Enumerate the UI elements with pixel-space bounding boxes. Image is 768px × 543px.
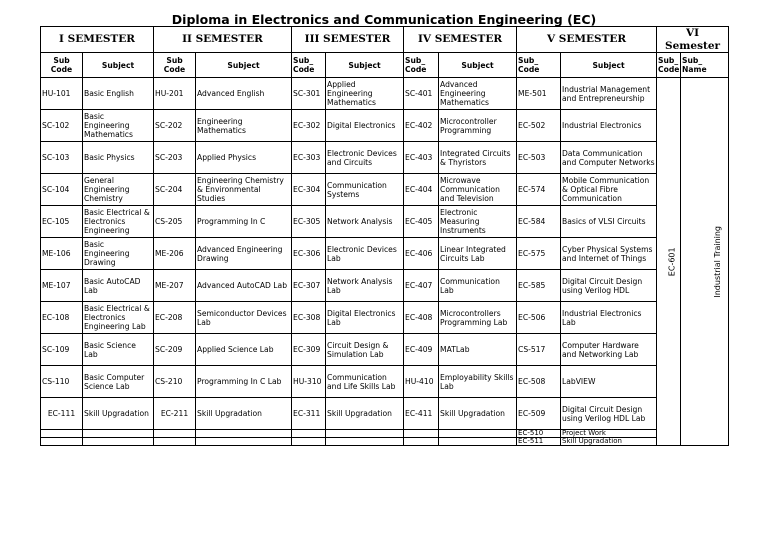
table-row <box>41 270 729 302</box>
table-row <box>41 78 729 110</box>
subject-code-cell: EC-302 <box>292 110 326 142</box>
empty-cell <box>404 430 439 438</box>
subject-name-cell: Basic Computer Science Lab <box>83 366 154 398</box>
subject-header: Subject <box>83 53 154 78</box>
empty-cell <box>196 438 292 446</box>
subject-name-cell: Programming In C Lab <box>196 366 292 398</box>
semester-header-row <box>41 27 729 53</box>
sub-code-header: Sub_ Code <box>292 53 326 78</box>
subject-code-cell: ME-107 <box>41 270 83 302</box>
subject-code-cell: SC-102 <box>41 110 83 142</box>
sub-code-header: Sub Code <box>154 53 196 78</box>
semester-5-header: V SEMESTER <box>517 27 657 53</box>
subject-code-cell: EC-508 <box>517 366 561 398</box>
semester-1-header: I SEMESTER <box>41 27 154 53</box>
table-row <box>41 334 729 366</box>
subject-code-cell: ME-501 <box>517 78 561 110</box>
subject-name-cell: Basic Engineering Drawing <box>83 238 154 270</box>
subject-name-cell: Advanced Engineering Drawing <box>196 238 292 270</box>
subject-name-cell: Basic Physics <box>83 142 154 174</box>
subject-name-cell: Industrial Electronics Lab <box>561 302 657 334</box>
subject-code-cell: SC-203 <box>154 142 196 174</box>
sem6-name-cell <box>681 78 729 446</box>
empty-cell <box>292 438 326 446</box>
subject-code-cell: EC-105 <box>41 206 83 238</box>
table-row <box>41 174 729 206</box>
subject-name-cell: Basic English <box>83 78 154 110</box>
subject-code-cell: ME-206 <box>154 238 196 270</box>
subject-name-cell: Basic Electrical & Electronics Engineering Lab <box>83 302 154 334</box>
empty-cell <box>292 430 326 438</box>
empty-cell <box>41 430 83 438</box>
subject-name-cell: Linear Integrated Circuits Lab <box>439 238 517 270</box>
subject-name-cell: Digital Electronics Lab <box>326 302 404 334</box>
empty-cell <box>83 438 154 446</box>
empty-cell <box>154 438 196 446</box>
subject-code-cell: EC-509 <box>517 398 561 430</box>
semester-4-header: IV SEMESTER <box>404 27 517 53</box>
subject-code-cell: HU-101 <box>41 78 83 110</box>
subject-name-cell: Data Communication and Computer Networks <box>561 142 657 174</box>
subject-code-cell: SC-209 <box>154 334 196 366</box>
subject-name-cell: Applied Physics <box>196 142 292 174</box>
subject-name-cell: Skill Upgradation <box>196 398 292 430</box>
subject-code-cell: EC-108 <box>41 302 83 334</box>
subject-code-cell: HU-310 <box>292 366 326 398</box>
subject-code-cell: EC-208 <box>154 302 196 334</box>
table-row <box>41 142 729 174</box>
subject-code-cell: SC-103 <box>41 142 83 174</box>
subject-name-cell: Circuit Design & Simulation Lab <box>326 334 404 366</box>
subject-name-cell: Microcontrollers Programming Lab <box>439 302 517 334</box>
table-row <box>41 398 729 430</box>
sub-name-header: Sub_ Name <box>681 53 729 78</box>
subject-name-cell: Electronic Measuring Instruments <box>439 206 517 238</box>
table-row <box>41 238 729 270</box>
subject-code-cell: EC-305 <box>292 206 326 238</box>
subject-name-cell: Basic Engineering Mathematics <box>83 110 154 142</box>
subject-name-cell: Computer Hardware and Networking Lab <box>561 334 657 366</box>
subject-code-cell: EC-403 <box>404 142 439 174</box>
subject-name-cell: Skill Upgradation <box>326 398 404 430</box>
subject-code-cell: EC-503 <box>517 142 561 174</box>
sem6-name-text: Industrial Training <box>713 225 723 298</box>
subject-header: Subject <box>561 53 657 78</box>
subject-name-cell: Skill Upgradation <box>561 438 657 446</box>
subject-code-cell: SC-401 <box>404 78 439 110</box>
subject-code-cell: EC-506 <box>517 302 561 334</box>
subject-code-cell: EC-303 <box>292 142 326 174</box>
subject-code-cell: EC-407 <box>404 270 439 302</box>
sub-code-header: Sub_ Code <box>657 53 681 78</box>
subject-name-cell: Applied Science Lab <box>196 334 292 366</box>
empty-cell <box>404 438 439 446</box>
empty-cell <box>154 430 196 438</box>
column-header-row <box>41 53 729 78</box>
empty-cell <box>83 430 154 438</box>
curriculum-table <box>40 26 729 446</box>
subject-name-cell: Network Analysis <box>326 206 404 238</box>
subject-name-cell: Engineering Mathematics <box>196 110 292 142</box>
subject-header: Subject <box>439 53 517 78</box>
subject-code-cell: EC-584 <box>517 206 561 238</box>
subject-code-cell: EC-411 <box>404 398 439 430</box>
subject-name-cell: Network Analysis Lab <box>326 270 404 302</box>
subject-code-cell: EC-111 <box>41 398 83 430</box>
table-row <box>41 302 729 334</box>
subject-code-cell: ME-207 <box>154 270 196 302</box>
empty-cell <box>439 438 517 446</box>
subject-name-cell: Electronic Devices and Circuits <box>326 142 404 174</box>
empty-cell <box>196 430 292 438</box>
subject-name-cell: Digital Circuit Design using Verilog HDL Lab <box>561 398 657 430</box>
subject-code-cell: EC-511 <box>517 438 561 446</box>
subject-code-cell: ME-106 <box>41 238 83 270</box>
subject-code-cell: EC-404 <box>404 174 439 206</box>
subject-code-cell: CS-110 <box>41 366 83 398</box>
subject-code-cell: SC-301 <box>292 78 326 110</box>
subject-name-cell: Digital Circuit Design using Verilog HDL <box>561 270 657 302</box>
subject-name-cell: MATLab <box>439 334 517 366</box>
subject-name-cell: LabVIEW <box>561 366 657 398</box>
subject-name-cell: Applied Engineering Mathematics <box>326 78 404 110</box>
subject-code-cell: HU-201 <box>154 78 196 110</box>
subject-code-cell: EC-405 <box>404 206 439 238</box>
subject-name-cell: Electronic Devices Lab <box>326 238 404 270</box>
subject-name-cell: Cyber Physical Systems and Internet of Things <box>561 238 657 270</box>
subject-name-cell: Basic Science Lab <box>83 334 154 366</box>
table-row <box>41 110 729 142</box>
subject-code-cell: EC-575 <box>517 238 561 270</box>
subject-code-cell: EC-211 <box>154 398 196 430</box>
subject-header: Subject <box>326 53 404 78</box>
subject-name-cell: Semiconductor Devices Lab <box>196 302 292 334</box>
subject-code-cell: EC-306 <box>292 238 326 270</box>
subject-name-cell: Advanced English <box>196 78 292 110</box>
subject-name-cell: Microcontroller Programming <box>439 110 517 142</box>
subject-name-cell: Communication Systems <box>326 174 404 206</box>
subject-name-cell: Communication and Life Skills Lab <box>326 366 404 398</box>
subject-name-cell: Industrial Electronics <box>561 110 657 142</box>
subject-name-cell: Digital Electronics <box>326 110 404 142</box>
subject-code-cell: SC-109 <box>41 334 83 366</box>
table-row <box>41 366 729 398</box>
subject-code-cell: EC-406 <box>404 238 439 270</box>
subject-name-cell: Advanced AutoCAD Lab <box>196 270 292 302</box>
subject-code-cell: CS-210 <box>154 366 196 398</box>
subject-name-cell: Mobile Communication & Optical Fibre Communication <box>561 174 657 206</box>
sem6-code-text: EC-601 <box>667 247 677 277</box>
document-title: Diploma in Electronics and Communication Engineering (EC) <box>171 12 597 27</box>
subject-name-cell: General Engineering Chemistry <box>83 174 154 206</box>
subject-code-cell: EC-408 <box>404 302 439 334</box>
subject-name-cell: Programming In C <box>196 206 292 238</box>
subject-name-cell: Skill Upgradation <box>83 398 154 430</box>
subject-name-cell: Engineering Chemistry & Environmental Studies <box>196 174 292 206</box>
subject-code-cell: EC-585 <box>517 270 561 302</box>
subject-code-cell: EC-308 <box>292 302 326 334</box>
empty-cell <box>41 438 83 446</box>
subject-name-cell: Skill Upgradation <box>439 398 517 430</box>
subject-code-cell: SC-202 <box>154 110 196 142</box>
subject-code-cell: CS-205 <box>154 206 196 238</box>
subject-name-cell: Project Work <box>561 430 657 438</box>
subject-code-cell: EC-574 <box>517 174 561 206</box>
empty-cell <box>326 430 404 438</box>
subject-name-cell: Industrial Management and Entrepreneurship <box>561 78 657 110</box>
empty-cell <box>439 430 517 438</box>
subject-code-cell: EC-304 <box>292 174 326 206</box>
subject-code-cell: EC-409 <box>404 334 439 366</box>
subject-code-cell: EC-402 <box>404 110 439 142</box>
subject-name-cell: Communication Lab <box>439 270 517 302</box>
subject-name-cell: Advanced Engineering Mathematics <box>439 78 517 110</box>
subject-name-cell: Microwave Communication and Television <box>439 174 517 206</box>
empty-cell <box>326 438 404 446</box>
sem6-code-cell <box>657 78 681 446</box>
table-row <box>41 430 729 438</box>
subject-code-cell: EC-307 <box>292 270 326 302</box>
sub-code-header: Sub Code <box>41 53 83 78</box>
subject-code-cell: SC-204 <box>154 174 196 206</box>
subject-code-cell: SC-104 <box>41 174 83 206</box>
table-row <box>41 206 729 238</box>
sub-code-header: Sub_ Code <box>404 53 439 78</box>
semester-6-header: VI Semester <box>657 27 729 53</box>
subject-code-cell: EC-309 <box>292 334 326 366</box>
subject-code-cell: EC-502 <box>517 110 561 142</box>
sub-code-header: Sub_ Code <box>517 53 561 78</box>
subject-name-cell: Basic Electrical & Electronics Engineering <box>83 206 154 238</box>
subject-name-cell: Basic AutoCAD Lab <box>83 270 154 302</box>
subject-name-cell: Integrated Circuits & Thyristors <box>439 142 517 174</box>
semester-3-header: III SEMESTER <box>292 27 404 53</box>
subject-code-cell: EC-510 <box>517 430 561 438</box>
subject-code-cell: EC-311 <box>292 398 326 430</box>
subject-code-cell: CS-517 <box>517 334 561 366</box>
subject-name-cell: Basics of VLSI Circuits <box>561 206 657 238</box>
subject-name-cell: Employability Skills Lab <box>439 366 517 398</box>
semester-2-header: II SEMESTER <box>154 27 292 53</box>
subject-code-cell: HU-410 <box>404 366 439 398</box>
table-row <box>41 438 729 446</box>
subject-header: Subject <box>196 53 292 78</box>
